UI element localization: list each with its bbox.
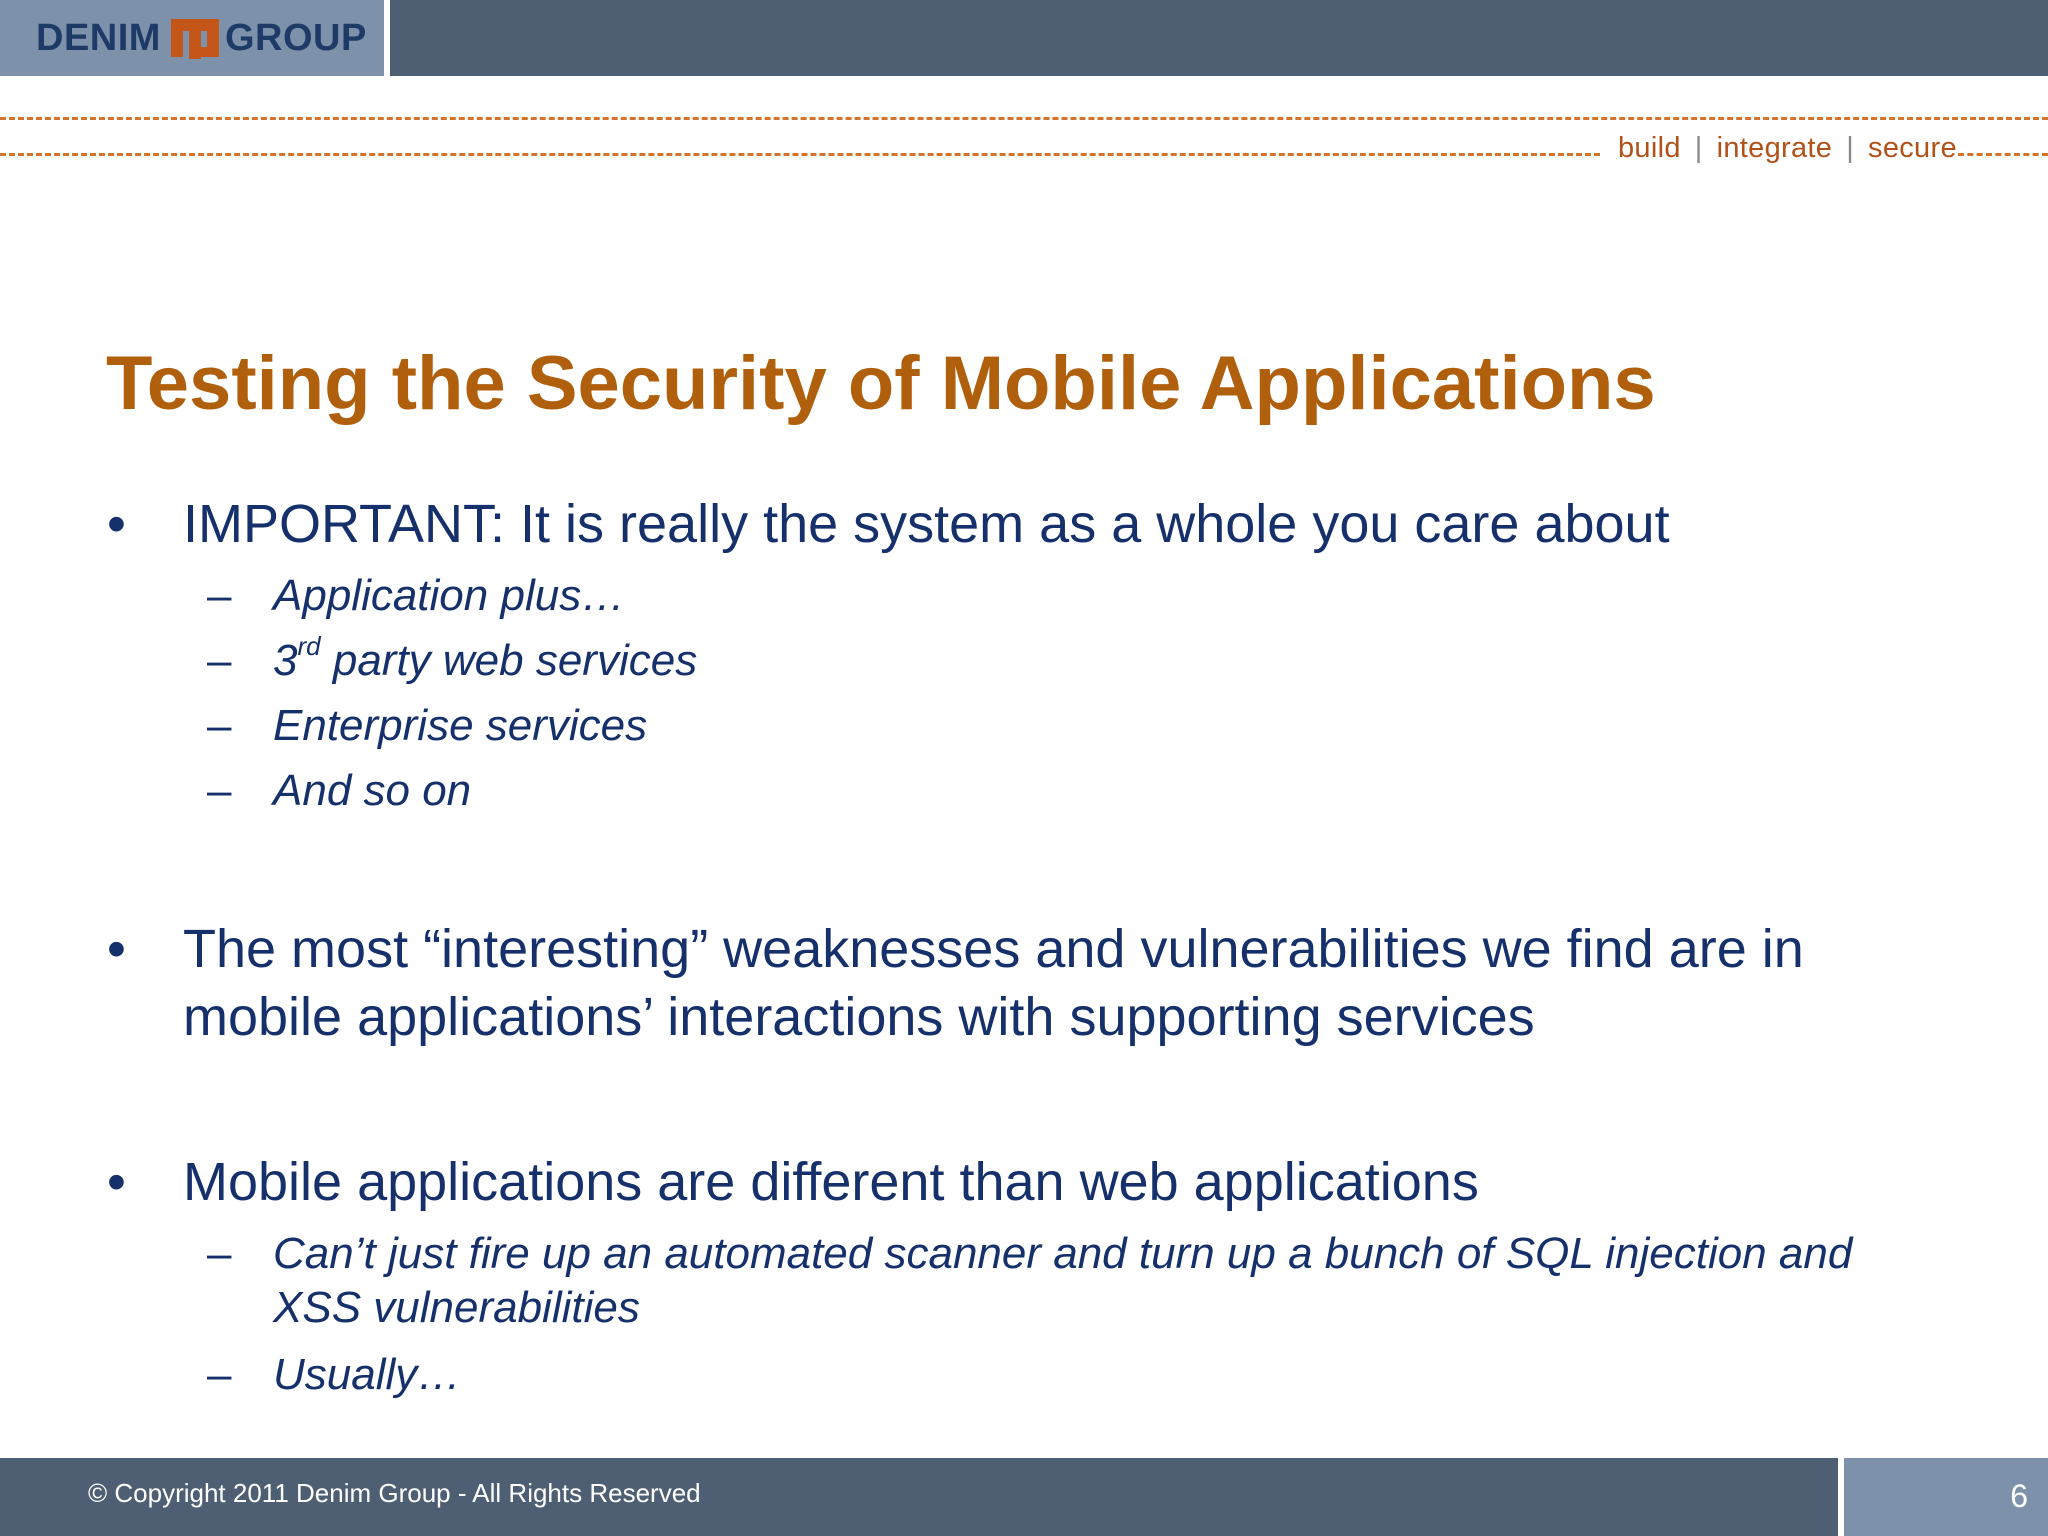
sub-bullet-text: Usually… xyxy=(273,1350,462,1399)
decorative-dashed-line-bottom xyxy=(0,153,1600,156)
decorative-dashed-line-end xyxy=(1958,153,2048,156)
sub-bullet-text: party web services xyxy=(332,636,698,685)
page-number: 6 xyxy=(2010,1478,2028,1514)
sub-bullet-3-1-line-2: XSS vulnerabilities xyxy=(273,1283,640,1332)
bullet-dot: • xyxy=(107,1152,126,1212)
bullet-2 xyxy=(107,915,1804,1051)
sub-bullet-3-2: – Usually… xyxy=(207,1350,462,1399)
footer-copyright: © Copyright 2011 Denim Group - All Rights Reserved xyxy=(88,1478,701,1508)
tagline-integrate: integrate xyxy=(1716,132,1833,164)
slide-title: Testing the Security of Mobile Applications xyxy=(106,341,1656,426)
sub-bullet-text: And so on xyxy=(273,766,472,815)
sub-bullet-1-2: – 3rd party web services xyxy=(207,631,698,685)
sub-bullet-ordinal: 3 xyxy=(273,636,298,685)
bullet-2-line-1: The most “interesting” weaknesses and vulnerabilities we find are in xyxy=(183,919,1804,979)
tagline: build | integrate | secure xyxy=(1618,132,1957,164)
sub-bullet-3-1-line-1: Can’t just fire up an automated scanner and turn up a bunch of SQL injection and xyxy=(273,1229,1853,1278)
logo xyxy=(0,0,390,76)
sub-bullet-1-4: – And so on xyxy=(207,766,472,815)
bullet-dot: • xyxy=(107,919,126,979)
logo-mark-icon xyxy=(171,17,219,59)
bullet-2-line-2: mobile applications’ interactions with supporting services xyxy=(183,987,1535,1047)
sub-bullet-1-1: – Application plus… xyxy=(207,571,626,620)
sub-bullet-text: Enterprise services xyxy=(273,701,648,750)
tagline-build: build xyxy=(1618,132,1681,164)
bullet-dot: • xyxy=(107,494,126,554)
logo-text-right: GROUP xyxy=(224,16,367,59)
sub-bullet-3-1: – Can’t just fire up an automated scanner and turn up a bunch of SQL injection and XSS vulnerabilities xyxy=(273,1227,1852,1335)
bullet-1 xyxy=(107,490,1670,558)
bullet-1-text: IMPORTANT: It is really the system as a whole you care about xyxy=(183,494,1670,554)
bullet-3 xyxy=(107,1148,1479,1216)
sub-bullet-text: Application plus… xyxy=(273,571,626,620)
logo-text-left: DENIM xyxy=(36,16,161,59)
tagline-secure: secure xyxy=(1868,132,1957,164)
page-number-box xyxy=(1844,1458,2048,1536)
decorative-dashed-line-top xyxy=(0,117,2048,120)
sub-bullet-1-3: – Enterprise services xyxy=(207,701,648,750)
bullet-3-text: Mobile applications are different than web applications xyxy=(183,1152,1479,1212)
sub-bullet-ordinal-suffix: rd xyxy=(297,631,321,662)
